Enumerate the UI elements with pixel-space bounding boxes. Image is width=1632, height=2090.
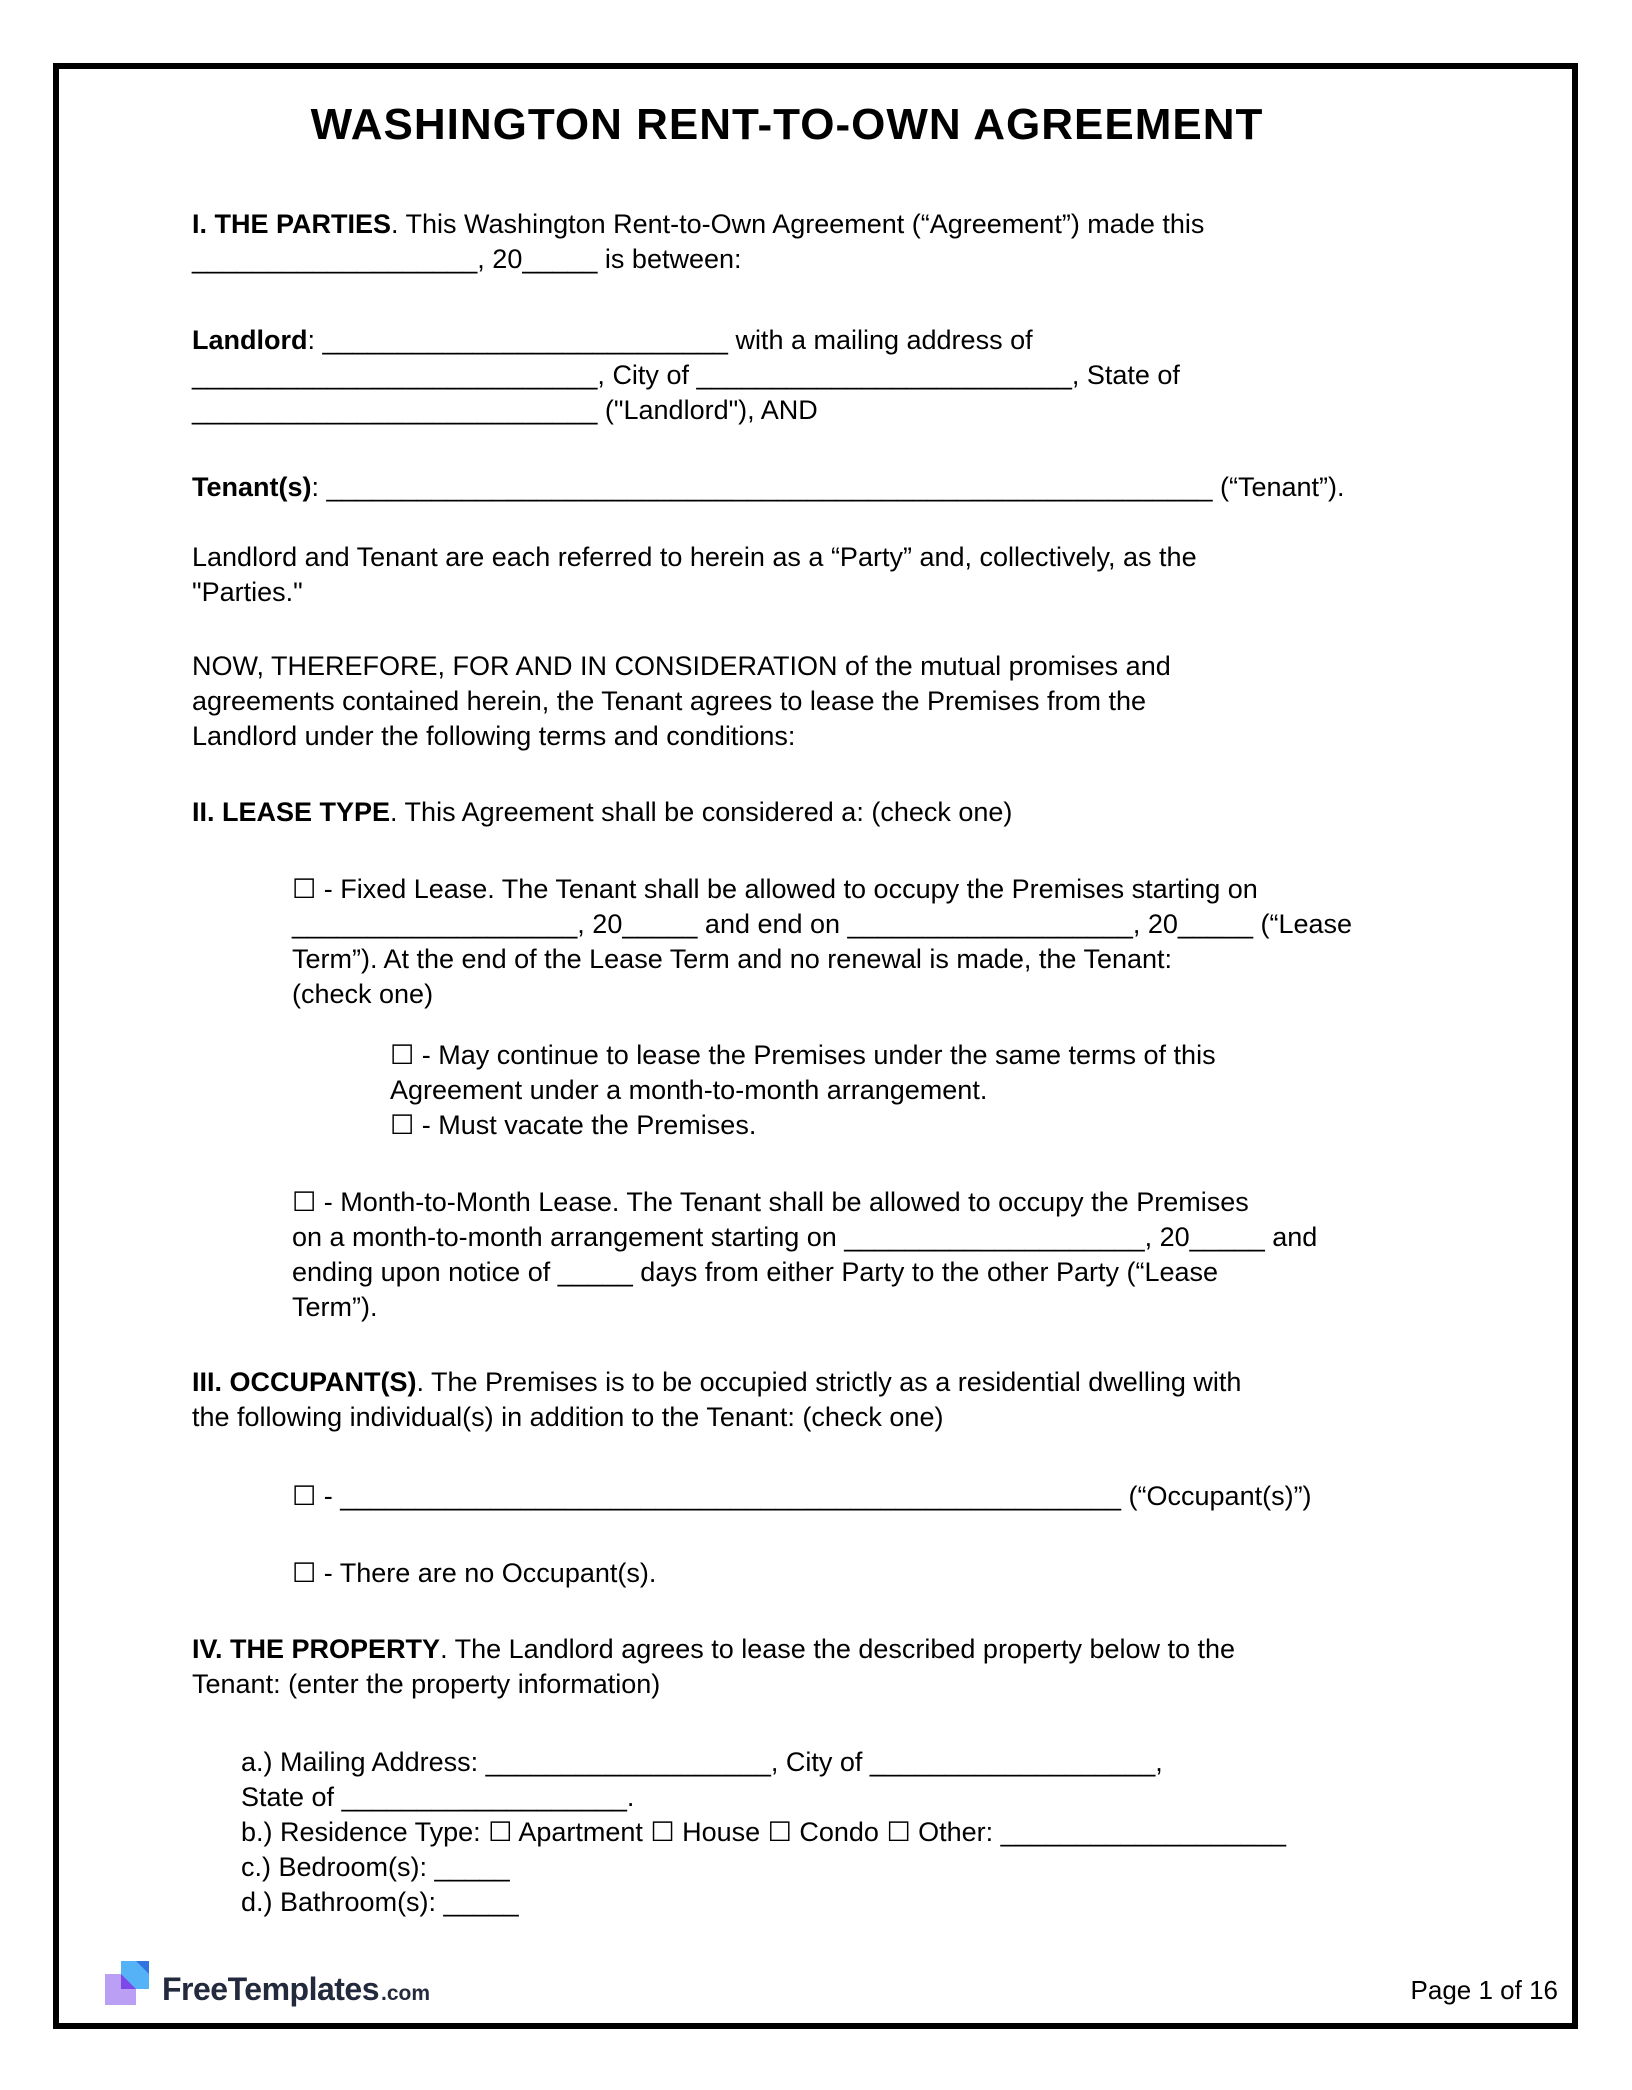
text-segment: agreements contained herein, the Tenant agrees to lease the Premises from the (192, 686, 1147, 716)
brand-name: FreeTemplates (162, 1971, 379, 2007)
text-segment: Term”). At the end of the Lease Term and no renewal is made, the Tenant: (292, 944, 1173, 974)
text-segment: ☐ - May continue to lease the Premises under the same terms of this (390, 1040, 1216, 1070)
text-line (192, 207, 1572, 242)
parties-paragraph (192, 207, 1572, 277)
freetemplates-logo-icon (105, 1961, 151, 2005)
text-segment: ___________________________ ("Landlord"), AND (192, 395, 818, 425)
text-line (192, 795, 1572, 830)
bold-lead-in: Tenant(s) (192, 472, 312, 502)
brand-tld: .com (381, 1982, 431, 2005)
text-line (292, 942, 1572, 977)
text-line (241, 1815, 1572, 1850)
text-segment: Tenant: (enter the property information) (192, 1669, 661, 1699)
text-segment: (check one) (292, 979, 434, 1009)
page-footer (105, 1961, 1558, 2005)
text-line (292, 977, 1572, 1012)
document-frame (53, 63, 1578, 2029)
text-segment: NOW, THEREFORE, FOR AND IN CONSIDERATION of the mutual promises and (192, 651, 1171, 681)
property-heading (192, 1632, 1572, 1702)
text-line (292, 1255, 1572, 1290)
fixed-lease-option (192, 872, 1572, 1012)
bold-lead-in: I. THE PARTIES (192, 209, 392, 239)
consideration-clause (192, 649, 1572, 754)
lease-type-heading (192, 795, 1572, 830)
text-segment: ☐ - There are no Occupant(s). (292, 1558, 657, 1588)
document-body (192, 100, 1572, 1920)
text-segment: ___________________, 20_____ is between: (192, 244, 742, 274)
fixed-lease-sub-options (192, 1038, 1572, 1143)
text-segment: a.) Mailing Address: ___________________, City of ___________________, (241, 1747, 1163, 1777)
no-occupants-option (192, 1556, 1572, 1591)
text-line (241, 1850, 1572, 1885)
text-segment: Landlord under the following terms and conditions: (192, 721, 796, 751)
text-line (292, 1290, 1572, 1325)
page-indicator: Page 1 of 16 (1410, 1975, 1558, 2006)
text-line (292, 872, 1572, 907)
text-segment: b.) Residence Type: ☐ Apartment ☐ House ☐ Condo ☐ Other: ___________________ (241, 1817, 1286, 1847)
text-line (192, 242, 1572, 277)
text-line (390, 1108, 1572, 1143)
bold-lead-in: Landlord (192, 325, 308, 355)
text-segment: ___________________, 20_____ and end on ___________________, 20_____ (“Lease (292, 909, 1353, 939)
brand-logo (105, 1961, 430, 2005)
text-segment: c.) Bedroom(s): _____ (241, 1852, 510, 1882)
text-segment: : ___________________________________________________________ (“Tenant”). (311, 472, 1345, 502)
text-segment: ending upon notice of _____ days from either Party to the other Party (“Lease (292, 1257, 1219, 1287)
bold-lead-in: II. LEASE TYPE (192, 797, 391, 827)
bold-lead-in: III. OCCUPANT(S) (192, 1367, 417, 1397)
text-line (192, 393, 1572, 428)
page-title: WASHINGTON RENT-TO-OWN AGREEMENT (310, 100, 1264, 149)
text-segment: Agreement under a month-to-month arrangement. (390, 1075, 988, 1105)
text-segment: d.) Bathroom(s): _____ (241, 1887, 519, 1917)
text-line (390, 1073, 1572, 1108)
text-line (292, 1556, 1572, 1591)
occupants-names-option (192, 1479, 1572, 1514)
text-line (292, 1220, 1572, 1255)
text-line (192, 323, 1572, 358)
text-line (292, 907, 1572, 942)
text-segment: . This Washington Rent-to-Own Agreement (“Agreement”) made this (391, 209, 1205, 239)
text-line (241, 1885, 1572, 1920)
text-segment: . The Landlord agrees to lease the described property below to the (440, 1634, 1236, 1664)
text-segment: the following individual(s) in addition to the Tenant: (check one) (192, 1402, 944, 1432)
text-segment: on a month-to-month arrangement starting on ____________________, 20_____ and (292, 1222, 1318, 1252)
text-segment: ☐ - Month-to-Month Lease. The Tenant shall be allowed to occupy the Premises (292, 1187, 1249, 1217)
tenant-clause (192, 470, 1572, 505)
text-line (292, 1185, 1572, 1220)
text-line (192, 649, 1572, 684)
text-segment: ☐ - Must vacate the Premises. (390, 1110, 757, 1140)
text-line (192, 470, 1572, 505)
landlord-clause (192, 323, 1572, 428)
bold-lead-in: IV. THE PROPERTY (192, 1634, 441, 1664)
text-line (241, 1780, 1572, 1815)
text-line (241, 1745, 1572, 1780)
text-line (192, 358, 1572, 393)
text-segment: Landlord and Tenant are each referred to herein as a “Party” and, collectively, as the (192, 542, 1197, 572)
text-line (192, 575, 1572, 610)
month-to-month-option (192, 1185, 1572, 1325)
text-line (292, 1479, 1572, 1514)
text-line (192, 540, 1572, 575)
text-segment: . The Premises is to be occupied strictly as a residential dwelling with (416, 1367, 1242, 1397)
text-segment: Term”). (292, 1292, 378, 1322)
text-segment: ☐ - ____________________________________________________ (“Occupant(s)”) (292, 1481, 1312, 1511)
text-line (192, 1632, 1572, 1667)
text-segment: ___________________________, City of _________________________, State of (192, 360, 1180, 390)
text-segment: : ___________________________ with a mailing address of (307, 325, 1033, 355)
brand-text (162, 1973, 430, 2005)
parties-definition (192, 540, 1572, 610)
text-segment: ☐ - Fixed Lease. The Tenant shall be allowed to occupy the Premises starting on (292, 874, 1258, 904)
text-line (192, 684, 1572, 719)
text-line (192, 1400, 1572, 1435)
text-segment: . This Agreement shall be considered a: (check one) (390, 797, 1013, 827)
occupants-heading (192, 1365, 1572, 1435)
text-line (192, 1365, 1572, 1400)
text-segment: "Parties." (192, 577, 303, 607)
text-line (192, 1667, 1572, 1702)
property-details (192, 1745, 1572, 1920)
text-line (390, 1038, 1572, 1073)
text-segment: State of ___________________. (241, 1782, 635, 1812)
text-line (192, 719, 1572, 754)
